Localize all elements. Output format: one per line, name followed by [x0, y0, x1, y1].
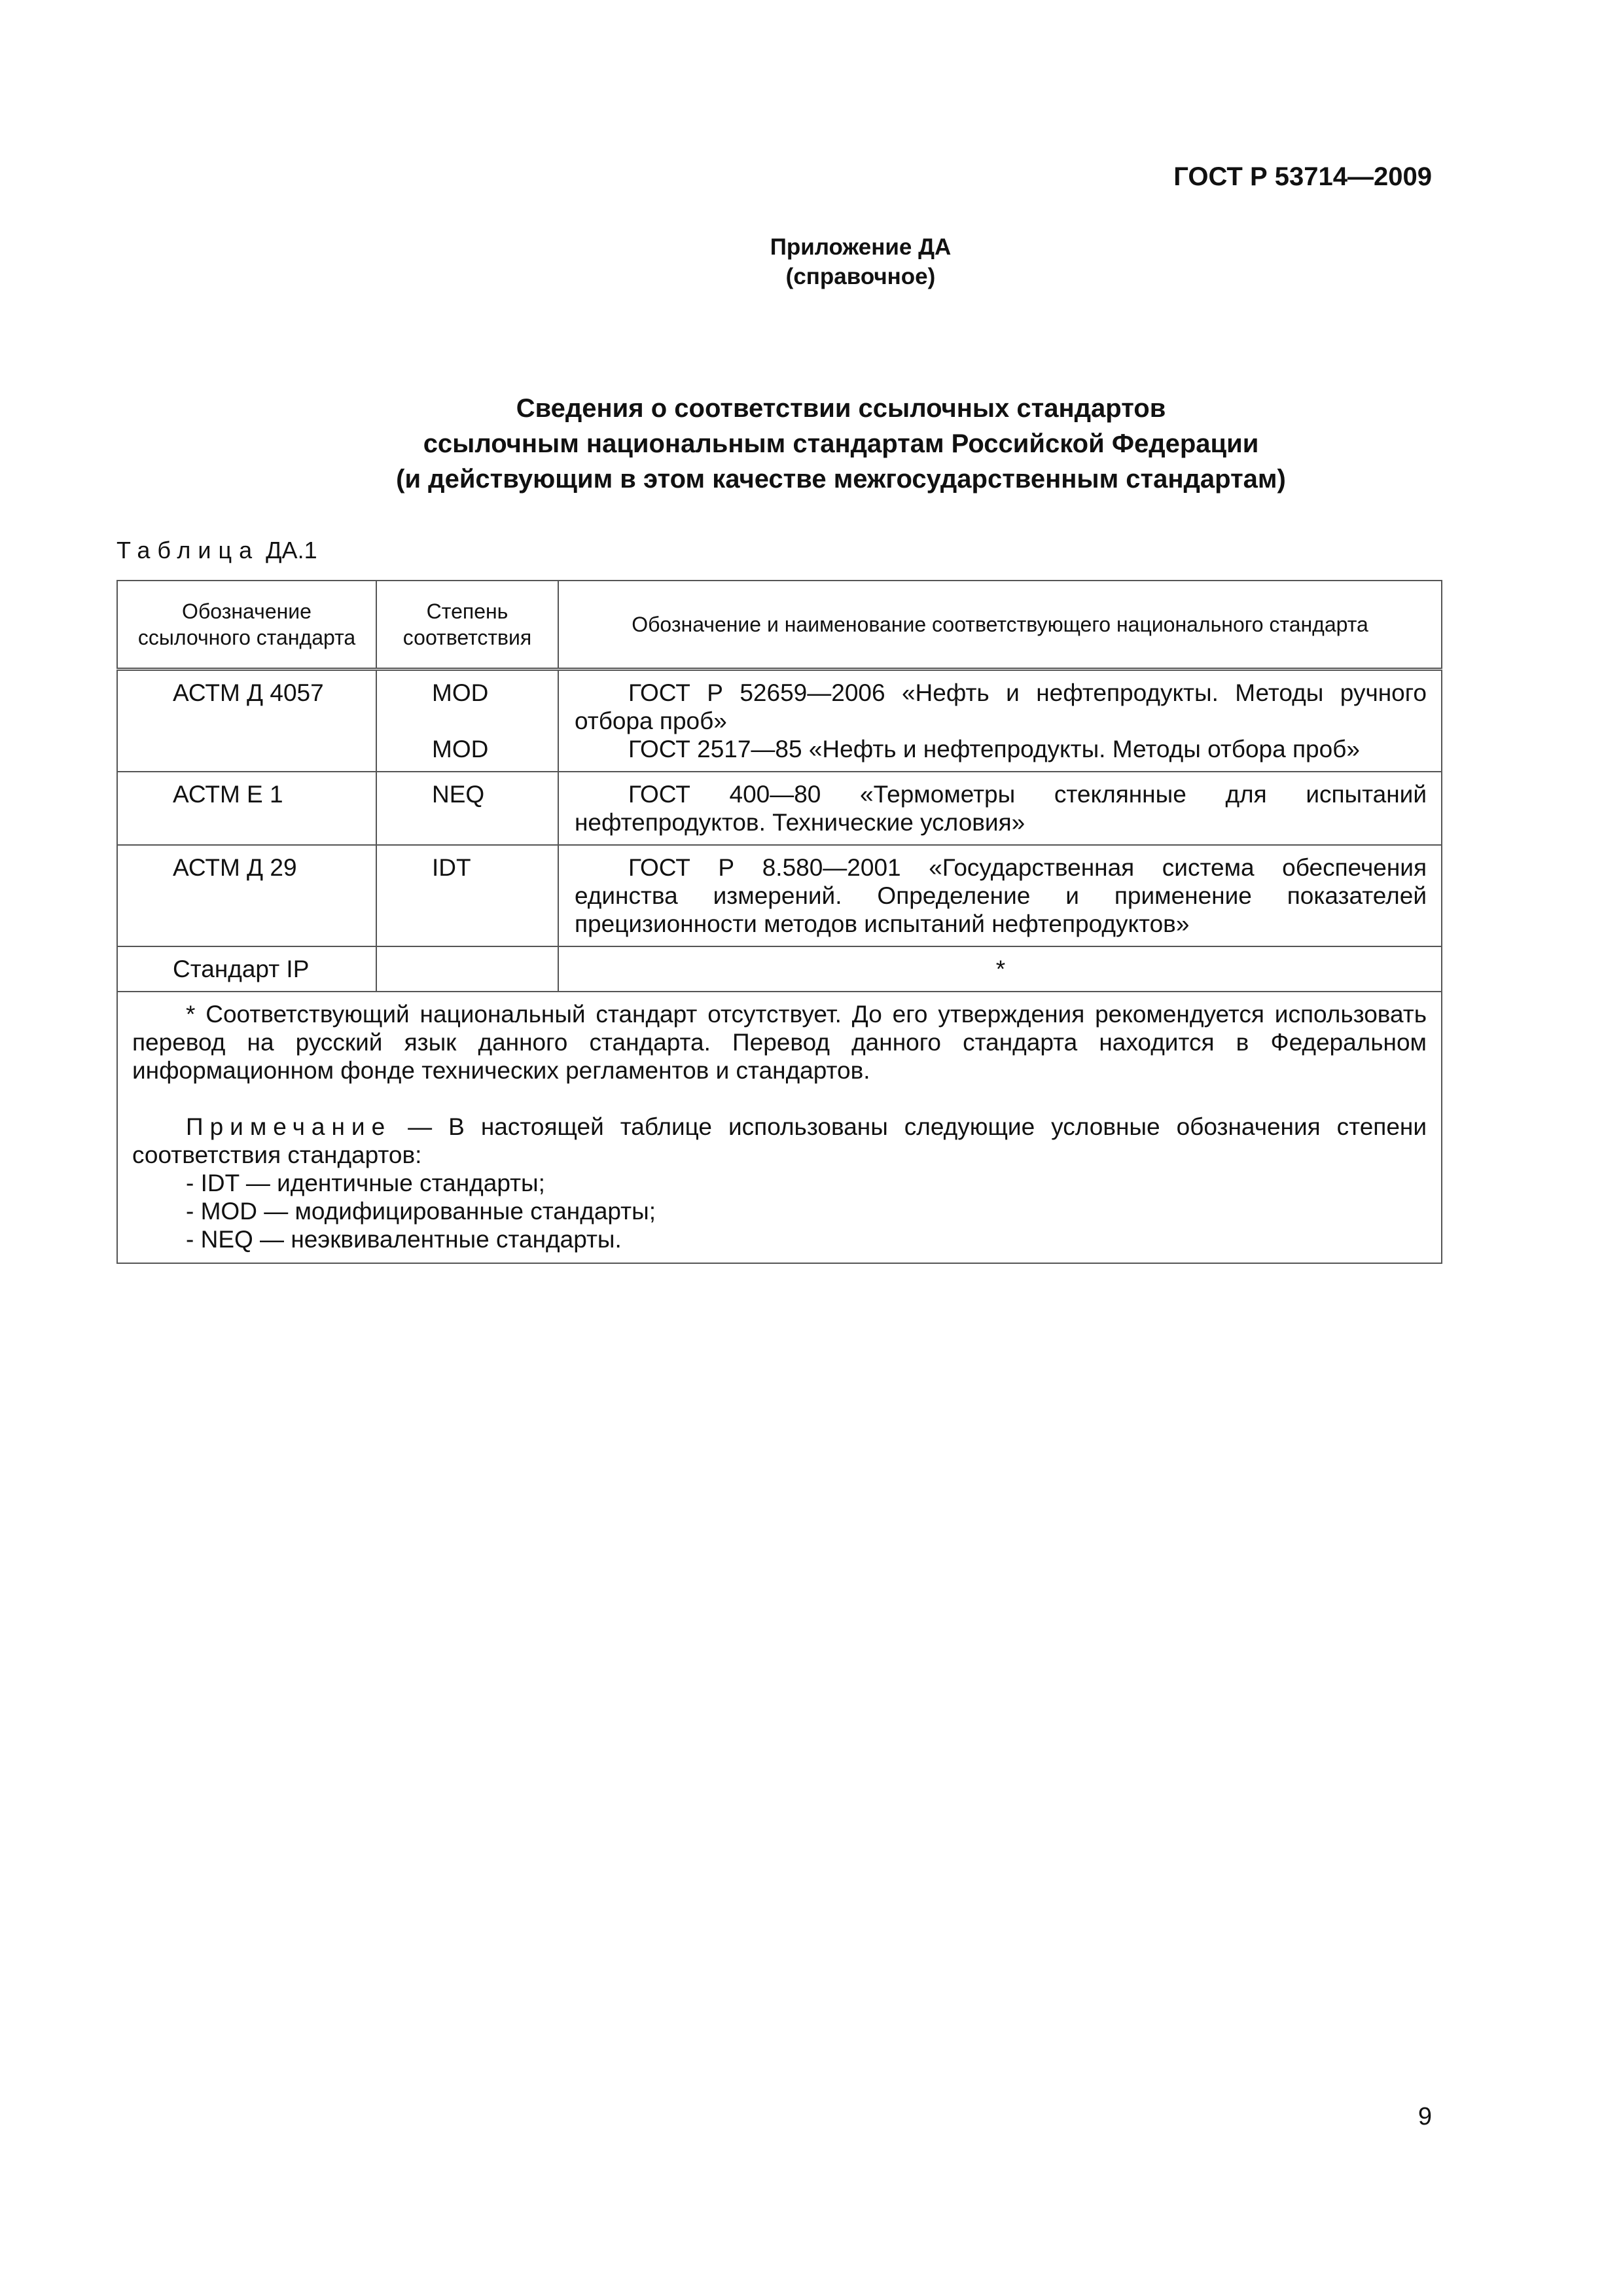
table-row [117, 772, 1442, 845]
footnote-cell [117, 992, 1442, 1263]
page-number: 9 [1418, 2103, 1432, 2130]
main-title-line-2: ссылочным национальным стандартам Российской Федерации [423, 429, 1259, 458]
correspondence-table [116, 580, 1442, 1264]
cell-degree [376, 946, 558, 992]
table-footnote-row [117, 992, 1442, 1263]
table-header-row [117, 581, 1442, 669]
note-paragraph [132, 1113, 1427, 1169]
note-list-item: - IDT — идентичные стандарты; [186, 1169, 545, 1196]
degree-value: MOD [432, 735, 489, 762]
cell-description [558, 772, 1442, 845]
degree-value: MOD [432, 679, 489, 706]
appendix-heading [0, 232, 1623, 291]
header-col2-line2: соответствия [402, 625, 532, 649]
appendix-title: Приложение ДА [770, 234, 952, 260]
main-title [0, 391, 1623, 497]
header-national-standard: Обозначение и наименование соответствующего национального стандарта [558, 581, 1442, 669]
cell-degree [376, 669, 558, 772]
table-row [117, 669, 1442, 772]
note-label: Примечание [186, 1113, 392, 1140]
note-text: — В настоящей таблице использованы следующие условные обозначения степени соответствия стандартов: [132, 1113, 1427, 1168]
header-col2-line1: Степень [426, 599, 508, 623]
note-list-item: - MOD — модифицированные стандарты; [186, 1197, 656, 1225]
note-list-item: - NEQ — неэквивалентные стандарты. [186, 1225, 622, 1253]
cell-standard: Стандарт IP [117, 946, 376, 992]
footnote-text: * Соответствующий национальный стандарт отсутствует. До его утверждения рекомендуется использовать перевод на русский язык данного стандарта. Перевод данного стандарта находится в Федеральном информационном фонде технических регламентов и стандартов. [132, 1000, 1427, 1084]
document-code: ГОСТ Р 53714—2009 [1173, 162, 1432, 191]
table-row [117, 845, 1442, 946]
main-title-line-1: Сведения о соответствии ссылочных стандартов [516, 394, 1166, 423]
cell-description [558, 845, 1442, 946]
cell-standard: АСТМ Е 1 [117, 772, 376, 845]
header-col1-line1: Обозначение [182, 599, 312, 623]
header-degree [376, 581, 558, 669]
cell-description [558, 669, 1442, 772]
table-caption-number: ДА.1 [266, 537, 317, 564]
description-text: ГОСТ Р 52659—2006 «Нефть и нефтепродукты. Методы ручного отбора проб» [575, 679, 1427, 734]
table-caption-word: Таблица [116, 537, 260, 564]
cell-standard: АСТМ Д 29 [117, 845, 376, 946]
description-text: ГОСТ 400—80 «Термометры стеклянные для испытаний нефтепродуктов. Технические условия» [575, 780, 1427, 836]
description-text: ГОСТ 2517—85 «Нефть и нефтепродукты. Методы отбора проб» [628, 735, 1360, 762]
header-reference-standard [117, 581, 376, 669]
cell-degree: NEQ [376, 772, 558, 845]
appendix-subtitle: (справочное) [785, 264, 936, 289]
cell-standard: АСТМ Д 4057 [117, 669, 376, 772]
table-caption [116, 537, 317, 564]
cell-description: * [558, 946, 1442, 992]
cell-degree: IDT [376, 845, 558, 946]
description-text: ГОСТ Р 8.580—2001 «Государственная система обеспечения единства измерений. Определение и применение показателей прецизионности методов испытаний нефтепродуктов» [575, 853, 1427, 937]
header-col1-line2: ссылочного стандарта [137, 625, 356, 649]
table-row [117, 946, 1442, 992]
main-title-line-3: (и действующим в этом качестве межгосударственным стандартам) [396, 465, 1286, 493]
